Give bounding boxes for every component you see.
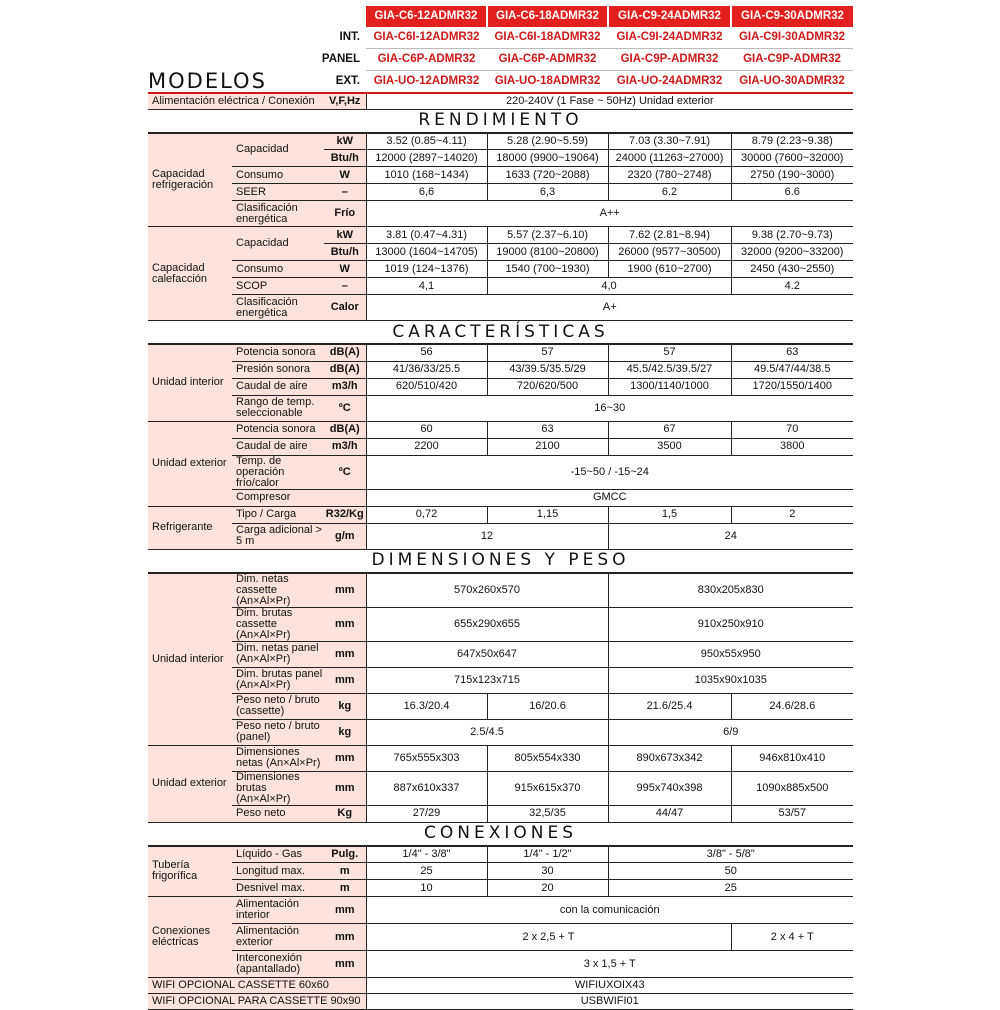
indoor-presion-unit: dB(A) — [324, 361, 366, 378]
model-name-1: GIA-C6-12ADMR32 — [366, 6, 487, 27]
piping-group: Tubería frigorífica — [148, 846, 232, 897]
cooling-consumo-2: 1633 (720~2088) — [487, 167, 608, 184]
indoor-caudal-4: 1720/1550/1400 — [731, 378, 853, 395]
heating-consumo-2: 1540 (700~1930) — [487, 261, 608, 278]
panel-model-1: GIA-C6P-ADMR32 — [366, 49, 487, 71]
indoor-caudal-unit: m3/h — [324, 378, 366, 395]
dim-outdoor-r2-4: 1090x885x500 — [731, 771, 853, 805]
piping-len-unit: m — [324, 863, 366, 880]
int-label: INT. — [339, 31, 360, 44]
outdoor-caudal-2: 2100 — [487, 438, 608, 455]
dim-indoor-r3-b: 950x55x950 — [608, 641, 853, 667]
dim-indoor-r2-unit: mm — [324, 607, 366, 641]
wifi-90-label: WIFI OPCIONAL PARA CASSETTE 90x90 — [148, 994, 366, 1010]
outdoor-potencia-label: Potencia sonora — [232, 421, 324, 438]
spec-table — [148, 6, 853, 1010]
indoor-caudal-3: 1300/1140/1000 — [608, 378, 731, 395]
cooling-class-unit: Frío — [324, 201, 366, 227]
power-unit: V,F,Hz — [324, 93, 366, 109]
dim-outdoor-r1-unit: mm — [324, 745, 366, 771]
refrigerant-type-label: Tipo / Carga — [232, 506, 324, 523]
cooling-consumo-label: Consumo — [232, 167, 324, 184]
dim-outdoor-r1-3: 890x673x342 — [608, 745, 731, 771]
dim-indoor-r4-b: 1035x90x1035 — [608, 667, 853, 693]
electric-r1-value: con la comunicación — [366, 897, 853, 924]
wifi-60-label: WIFI OPCIONAL CASSETTE 60x60 — [148, 978, 366, 994]
electric-r1-label: Alimentación interior — [232, 897, 324, 924]
indoor-potencia-3: 57 — [608, 344, 731, 361]
outdoor-caudal-3: 3500 — [608, 438, 731, 455]
dim-outdoor-r2-1: 887x610x337 — [366, 771, 487, 805]
heating-kw-2: 5.57 (2.37~6.10) — [487, 227, 608, 244]
ext-model-2: GIA-UO-18ADMR32 — [487, 71, 608, 94]
dim-indoor-group: Unidad interior — [148, 573, 232, 746]
heating-group: Capacidad calefacción — [148, 227, 232, 321]
indoor-temp-value: 16~30 — [366, 395, 853, 421]
dim-indoor-r2-b: 910x250x910 — [608, 607, 853, 641]
wifi-90-value: USBWIFI01 — [366, 994, 853, 1010]
indoor-presion-3: 45.5/42.5/39.5/27 — [608, 361, 731, 378]
indoor-potencia-unit: dB(A) — [324, 344, 366, 361]
outdoor-potencia-2: 63 — [487, 421, 608, 438]
refrigerant-type-4: 2 — [731, 506, 853, 523]
dim-indoor-r3-label: Dim. netas panel (An×Al×Pr) — [232, 641, 324, 667]
dim-outdoor-r1-2: 805x554x330 — [487, 745, 608, 771]
indoor-presion-2: 43/39.5/35.5/29 — [487, 361, 608, 378]
dim-indoor-r5-1: 16.3/20.4 — [366, 693, 487, 719]
piping-des-2: 20 — [487, 880, 608, 897]
dim-indoor-r2-a: 655x290x655 — [366, 607, 608, 641]
outdoor-group: Unidad exterior — [148, 421, 232, 506]
piping-liq-2: 1/4" - 1/2" — [487, 846, 608, 863]
outdoor-caudal-1: 2200 — [366, 438, 487, 455]
indoor-potencia-label: Potencia sonora — [232, 344, 324, 361]
outdoor-potencia-3: 67 — [608, 421, 731, 438]
heating-kw-4: 9.38 (2.70~9.73) — [731, 227, 853, 244]
outdoor-caudal-unit: m3/h — [324, 438, 366, 455]
dim-outdoor-r3-1: 27/29 — [366, 805, 487, 822]
dim-indoor-r4-unit: mm — [324, 667, 366, 693]
heating-kw-unit: kW — [324, 227, 366, 244]
dim-outdoor-r2-unit: mm — [324, 771, 366, 805]
refrigerant-type-2: 1,15 — [487, 506, 608, 523]
refrigerant-extra-a: 12 — [366, 523, 608, 549]
cooling-btu-unit: Btu/h — [324, 150, 366, 167]
outdoor-temp-unit: ºC — [324, 455, 366, 489]
cooling-consumo-1: 1010 (168~1434) — [366, 167, 487, 184]
wifi-60-value: WIFIUXOIX43 — [366, 978, 853, 994]
dim-outdoor-r2-2: 915x615x370 — [487, 771, 608, 805]
int-model-2: GIA-C6I-18ADMR32 — [487, 27, 608, 49]
heating-class-value: A+ — [366, 295, 853, 321]
heating-consumo-1: 1019 (124~1376) — [366, 261, 487, 278]
refrigerant-type-3: 1,5 — [608, 506, 731, 523]
outdoor-potencia-4: 70 — [731, 421, 853, 438]
piping-des-label: Desnivel max. — [232, 880, 324, 897]
dim-indoor-r5-4: 24.6/28.6 — [731, 693, 853, 719]
section-dimensiones: DIMENSIONES Y PESO — [148, 549, 853, 573]
refrigerant-extra-unit: g/m — [324, 523, 366, 549]
seer-4: 6.6 — [731, 184, 853, 201]
dim-indoor-r2-label: Dim. brutas cassette (An×Al×Pr) — [232, 607, 324, 641]
indoor-potencia-2: 57 — [487, 344, 608, 361]
dim-indoor-r6-unit: kg — [324, 719, 366, 745]
indoor-group: Unidad interior — [148, 344, 232, 421]
int-model-1: GIA-C6I-12ADMR32 — [366, 27, 487, 49]
dim-indoor-r5-2: 16/20.6 — [487, 693, 608, 719]
panel-model-2: GIA-C6P-ADMR32 — [487, 49, 608, 71]
dim-indoor-r3-unit: mm — [324, 641, 366, 667]
refrigerant-extra-label: Carga adicional > 5 m — [232, 523, 324, 549]
refrigerant-extra-b: 24 — [608, 523, 853, 549]
dim-indoor-r1-unit: mm — [324, 573, 366, 608]
electric-r1-unit: mm — [324, 897, 366, 924]
modelos-heading: MODELOS — [148, 71, 324, 94]
cooling-kw-3: 7.03 (3.30~7.91) — [608, 133, 731, 150]
outdoor-temp-label: Temp. de operación frío/calor — [232, 455, 324, 489]
seer-unit: – — [324, 184, 366, 201]
panel-model-4: GIA-C9P-ADMR32 — [731, 49, 853, 71]
cooling-group: Capacidad refrigeración — [148, 133, 232, 227]
dim-indoor-r6-a: 2.5/4.5 — [366, 719, 608, 745]
compresor-value: GMCC — [366, 489, 853, 506]
cooling-btu-4: 30000 (7600~32000) — [731, 150, 853, 167]
heating-class-unit: Calor — [324, 295, 366, 321]
heating-btu-2: 19000 (8100~20800) — [487, 244, 608, 261]
piping-liq-1: 1/4" - 3/8" — [366, 846, 487, 863]
piping-len-3: 50 — [608, 863, 853, 880]
section-conexiones: CONEXIONES — [148, 822, 853, 846]
electric-r3-unit: mm — [324, 951, 366, 978]
cooling-kw-unit: kW — [324, 133, 366, 150]
dim-outdoor-r1-1: 765x555x303 — [366, 745, 487, 771]
dim-outdoor-r3-4: 53/57 — [731, 805, 853, 822]
cooling-class-value: A++ — [366, 201, 853, 227]
scop-2-3: 4,0 — [487, 278, 731, 295]
cooling-kw-4: 8.79 (2.23~9.38) — [731, 133, 853, 150]
piping-liq-label: Líquido - Gas — [232, 846, 324, 863]
indoor-temp-label: Rango de temp. seleccionable — [232, 395, 324, 421]
piping-len-1: 25 — [366, 863, 487, 880]
outdoor-temp-value: -15~50 / -15~24 — [366, 455, 853, 489]
heating-btu-1: 13000 (1604~14705) — [366, 244, 487, 261]
outdoor-caudal-4: 3800 — [731, 438, 853, 455]
scop-unit: – — [324, 278, 366, 295]
refrigerant-type-1: 0,72 — [366, 506, 487, 523]
piping-des-1: 10 — [366, 880, 487, 897]
panel-model-3: GIA-C9P-ADMR32 — [608, 49, 731, 71]
heating-consumo-3: 1900 (610~2700) — [608, 261, 731, 278]
cooling-kw-2: 5.28 (2.90~5.59) — [487, 133, 608, 150]
indoor-caudal-2: 720/620/500 — [487, 378, 608, 395]
int-model-4: GIA-C9I-30ADMR32 — [731, 27, 853, 49]
piping-liq-3: 3/8" - 5/8" — [608, 846, 853, 863]
heating-btu-unit: Btu/h — [324, 244, 366, 261]
model-name-3: GIA-C9-24ADMR32 — [608, 6, 731, 27]
heating-consumo-label: Consumo — [232, 261, 324, 278]
outdoor-caudal-label: Caudal de aire — [232, 438, 324, 455]
electric-r2-label: Alimentación exterior — [232, 924, 324, 951]
cooling-consumo-unit: W — [324, 167, 366, 184]
indoor-temp-unit: ºC — [324, 395, 366, 421]
dim-indoor-r1-a: 570x260x570 — [366, 573, 608, 608]
seer-1: 6,6 — [366, 184, 487, 201]
panel-label: PANEL — [321, 53, 360, 65]
outdoor-potencia-1: 60 — [366, 421, 487, 438]
heating-capacity-label: Capacidad — [232, 227, 324, 261]
cooling-btu-1: 12000 (2897~14020) — [366, 150, 487, 167]
electric-r2-b: 2 x 4 + T — [731, 924, 853, 951]
power-value: 220-240V (1 Fase ~ 50Hz) Unidad exterior — [366, 93, 853, 109]
ext-label: EXT. — [324, 71, 366, 94]
dim-indoor-r6-label: Peso neto / bruto (panel) — [232, 719, 324, 745]
heating-btu-4: 32000 (9200~33200) — [731, 244, 853, 261]
compresor-label: Compresor — [232, 489, 324, 506]
indoor-presion-label: Presión sonora — [232, 361, 324, 378]
section-rendimiento: RENDIMIENTO — [148, 109, 853, 133]
dim-outdoor-r2-label: Dimensiones brutas (An×Al×Pr) — [232, 771, 324, 805]
indoor-potencia-1: 56 — [366, 344, 487, 361]
dim-indoor-r5-label: Peso neto / bruto (cassette) — [232, 693, 324, 719]
scop-label: SCOP — [232, 278, 324, 295]
heating-kw-1: 3.81 (0.47~4.31) — [366, 227, 487, 244]
dim-outdoor-r3-3: 44/47 — [608, 805, 731, 822]
dim-outdoor-r1-4: 946x810x410 — [731, 745, 853, 771]
seer-label: SEER — [232, 184, 324, 201]
piping-len-label: Longitud max. — [232, 863, 324, 880]
cooling-consumo-3: 2320 (780~2748) — [608, 167, 731, 184]
piping-des-3: 25 — [608, 880, 853, 897]
dim-indoor-r5-3: 21.6/25.4 — [608, 693, 731, 719]
dim-indoor-r1-label: Dim. netas cassette (An×Al×Pr) — [232, 573, 324, 608]
dim-indoor-r5-unit: kg — [324, 693, 366, 719]
dim-outdoor-r1-label: Dimensiones netas (An×Al×Pr) — [232, 745, 324, 771]
scop-4: 4.2 — [731, 278, 853, 295]
cooling-kw-1: 3.52 (0.85~4.11) — [366, 133, 487, 150]
indoor-caudal-label: Caudal de aire — [232, 378, 324, 395]
indoor-potencia-4: 63 — [731, 344, 853, 361]
dim-indoor-r1-b: 830x205x830 — [608, 573, 853, 608]
ext-model-3: GIA-UO-24ADMR32 — [608, 71, 731, 94]
power-label: Alimentación eléctrica / Conexión — [148, 93, 324, 109]
dim-indoor-r4-label: Dim. brutas panel (An×Al×Pr) — [232, 667, 324, 693]
outdoor-potencia-unit: dB(A) — [324, 421, 366, 438]
piping-liq-unit: Pulg. — [324, 846, 366, 863]
section-caracteristicas: CARACTERÍSTICAS — [148, 321, 853, 345]
dim-indoor-r4-a: 715x123x715 — [366, 667, 608, 693]
heating-btu-3: 26000 (9577~30500) — [608, 244, 731, 261]
seer-3: 6.2 — [608, 184, 731, 201]
electric-r2-unit: mm — [324, 924, 366, 951]
cooling-capacity-label: Capacidad — [232, 133, 324, 167]
indoor-presion-4: 49.5/47/44/38.5 — [731, 361, 853, 378]
refrigerant-type-unit: R32/Kg — [324, 506, 366, 523]
piping-des-unit: m — [324, 880, 366, 897]
heating-class-label: Clasificación energética — [232, 295, 324, 321]
cooling-btu-3: 24000 (11263~27000) — [608, 150, 731, 167]
model-name-2: GIA-C6-18ADMR32 — [487, 6, 608, 27]
int-model-3: GIA-C9I-24ADMR32 — [608, 27, 731, 49]
refrigerant-group: Refrigerante — [148, 506, 232, 549]
spec-sheet — [148, 6, 853, 1010]
ext-model-1: GIA-UO-12ADMR32 — [366, 71, 487, 94]
dim-outdoor-r3-2: 32,5/35 — [487, 805, 608, 822]
scop-1: 4,1 — [366, 278, 487, 295]
piping-len-2: 30 — [487, 863, 608, 880]
indoor-presion-1: 41/36/33/25.5 — [366, 361, 487, 378]
heating-kw-3: 7.62 (2.81~8.94) — [608, 227, 731, 244]
indoor-caudal-1: 620/510/420 — [366, 378, 487, 395]
heating-consumo-4: 2450 (430~2550) — [731, 261, 853, 278]
model-name-4: GIA-C9-30ADMR32 — [731, 6, 853, 27]
cooling-class-label: Clasificación energética — [232, 201, 324, 227]
electric-r3-value: 3 x 1,5 + T — [366, 951, 853, 978]
electric-group: Conexiones eléctricas — [148, 897, 232, 978]
cooling-btu-2: 18000 (9900~19064) — [487, 150, 608, 167]
ext-model-4: GIA-UO-30ADMR32 — [731, 71, 853, 94]
dim-outdoor-group: Unidad exterior — [148, 745, 232, 822]
dim-indoor-r6-b: 6/9 — [608, 719, 853, 745]
cooling-consumo-4: 2750 (190~3000) — [731, 167, 853, 184]
heating-consumo-unit: W — [324, 261, 366, 278]
dim-outdoor-r3-unit: Kg — [324, 805, 366, 822]
electric-r3-label: Interconexión (apantallado) — [232, 951, 324, 978]
dim-outdoor-r3-label: Peso neto — [232, 805, 324, 822]
electric-r2-a: 2 x 2,5 + T — [366, 924, 731, 951]
seer-2: 6,3 — [487, 184, 608, 201]
dim-indoor-r3-a: 647x50x647 — [366, 641, 608, 667]
dim-outdoor-r2-3: 995x740x398 — [608, 771, 731, 805]
